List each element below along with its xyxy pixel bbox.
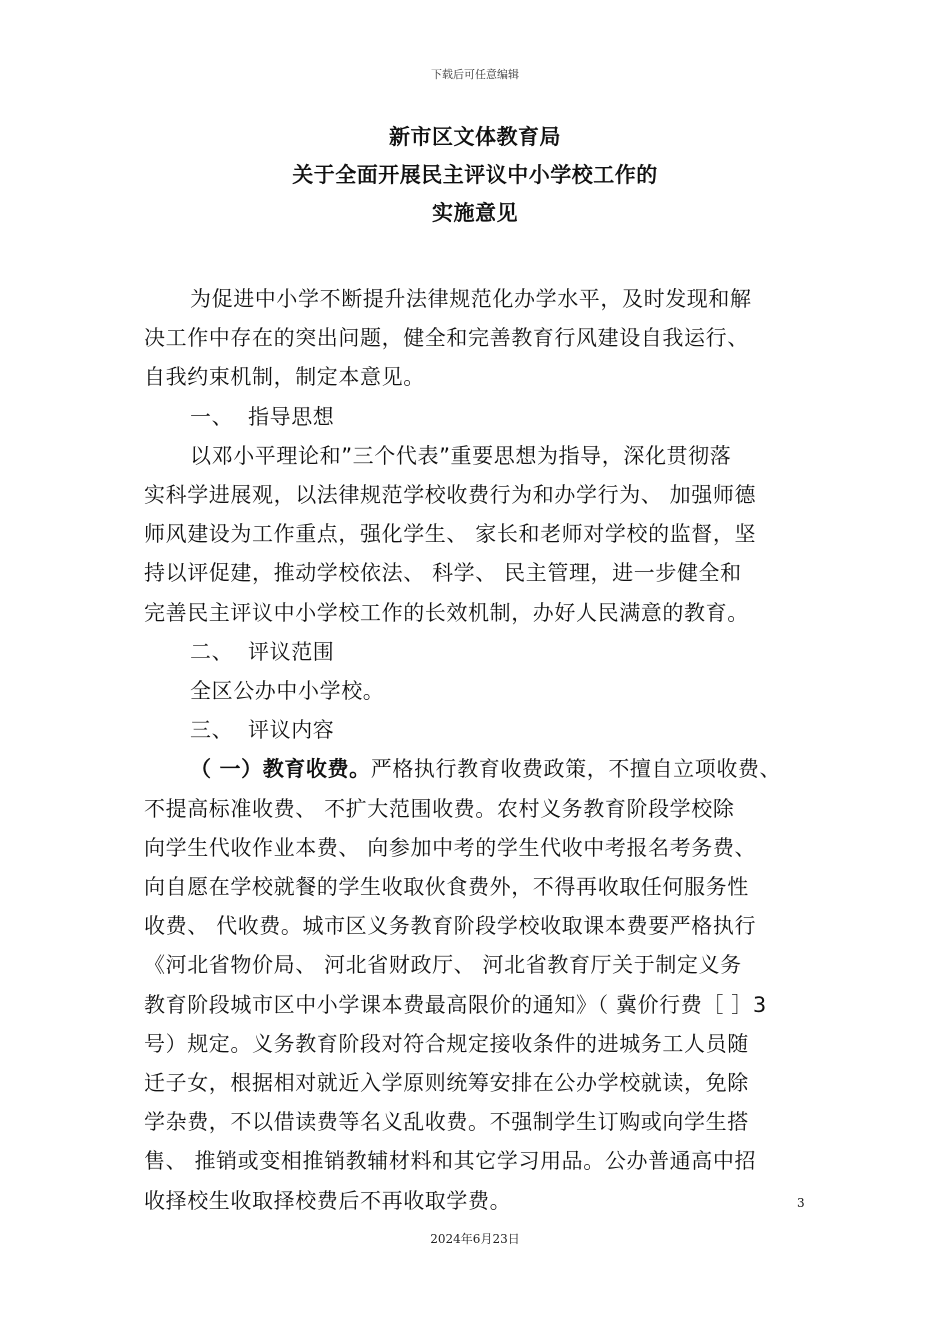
- page-number: 3: [797, 1196, 805, 1210]
- intro-line: 决工作中存在的突出问题，健全和完善教育行风建设自我运行、: [144, 326, 749, 351]
- item1-line: 收费、 代收费。城市区义务教育阶段学校收取课本费要严格执行: [144, 914, 757, 939]
- document-body: [144, 280, 814, 1221]
- item1-line: 收择校生收取择校费后不再收取学费。: [144, 1188, 512, 1213]
- section-number: 一、: [190, 404, 234, 429]
- section-heading-2: [144, 633, 814, 672]
- section-heading-1: [144, 398, 814, 437]
- item1-first-line: [144, 750, 814, 789]
- section1-line: 实科学进展观，以法律规范学校收费行为和办学行为、 加强师德: [144, 483, 757, 508]
- title-line-2: 关于全面开展民主评议中小学校工作的: [292, 163, 658, 187]
- item1-line: 教育阶段城市区中小学课本费最高限价的通知》（ 冀价行费［ ］3: [144, 992, 767, 1017]
- section2-line: 全区公办中小学校。: [190, 679, 385, 704]
- section1-line: 完善民主评议中小学校工作的长效机制，办好人民满意的教育。: [144, 600, 749, 625]
- section-heading-3: [144, 711, 814, 750]
- section-title: 指导思想: [248, 404, 335, 429]
- section-number: 二、: [190, 639, 234, 664]
- item1-line: 学杂费，不以借读费等名义乱收费。不强制学生订购或向学生搭: [144, 1110, 749, 1135]
- footer-date: 2024年6月23日: [430, 1232, 520, 1246]
- document-title: [0, 118, 950, 232]
- item1-line: 不提高标准收费、 不扩大范围收费。农村义务教育阶段学校除: [144, 796, 735, 821]
- intro-line: 自我约束机制，制定本意见。: [144, 365, 425, 390]
- section1-line: 以邓小平理论和”三个代表”重要思想为指导，深化贯彻落: [190, 443, 732, 468]
- title-line-3: 实施意见: [432, 201, 518, 225]
- item1-text: 严格执行教育收费政策，不擅自立项收费、: [370, 757, 782, 782]
- section-title: 评议范围: [248, 639, 335, 664]
- item1-line: 《河北省物价局、 河北省财政厅、 河北省教育厅关于制定义务: [144, 953, 742, 978]
- title-line-1: 新市区文体教育局: [389, 125, 561, 149]
- section1-line: 师风建设为工作重点，强化学生、 家长和老师对学校的监督，坚: [144, 522, 757, 547]
- item1-line: 售、 推销或变相推销教辅材料和其它学习用品。公办普通高中招: [144, 1149, 757, 1174]
- item1-label: （ 一）教育收费。: [190, 757, 371, 782]
- item1-line: 向自愿在学校就餐的学生收取伙食费外，不得再收取任何服务性: [144, 875, 749, 900]
- item1-line: 号）规定。义务教育阶段对符合规定接收条件的进城务工人员随: [144, 1031, 749, 1056]
- section-number: 三、: [190, 718, 234, 743]
- item1-line: 迁子女，根据相对就近入学原则统筹安排在公办学校就读，免除: [144, 1071, 749, 1096]
- section1-line: 持以评促建，推动学校依法、 科学、 民主管理，进一步健全和: [144, 561, 742, 586]
- header-note: 下载后可任意编辑: [431, 68, 519, 81]
- section-title: 评议内容: [248, 718, 335, 743]
- intro-line: 为促进中小学不断提升法律规范化办学水平，及时发现和解: [190, 287, 752, 311]
- item1-line: 向学生代收作业本费、 向参加中考的学生代收中考报名考务费、: [144, 835, 757, 860]
